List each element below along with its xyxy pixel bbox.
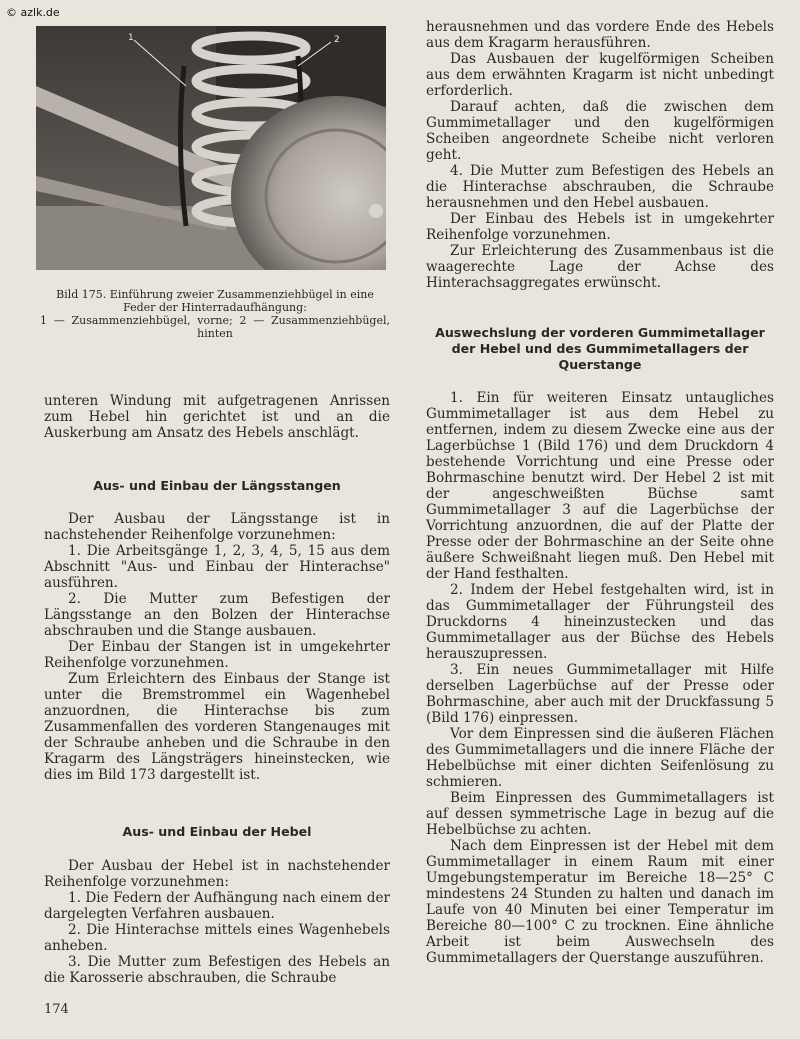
page-number: 174 bbox=[44, 1002, 69, 1017]
paragraph: 2. Indem der Hebel festgehalten wird, ist in das Gummimetallager der Führungsteil des Druckdorns 4 hineinzustecken und das Gummimetallager aus der Büchse des Hebels herauszupressen. bbox=[426, 582, 774, 662]
paragraph: 1. Die Federn der Aufhängung nach einem der dargelegten Verfahren ausbauen. bbox=[44, 890, 390, 922]
paragraph: Der Einbau des Hebels ist in umgekehrter Reihenfolge vorzunehmen. bbox=[426, 211, 774, 243]
paragraph: Der Ausbau der Längsstange ist in nachstehender Reihenfolge vorzunehmen: bbox=[44, 511, 390, 543]
caption-legend: 1 — Zusammenziehbügel, vorne; 2 — Zusammenziehbügel, hinten bbox=[40, 314, 390, 340]
paragraph: 4. Die Mutter zum Befestigen des Hebels an die Hinterachse abschrauben, die Schraube herausnehmen und den Hebel ausbauen. bbox=[426, 163, 774, 211]
paragraph: Vor dem Einpressen sind die äußeren Flächen des Gummimetallagers und die innere Fläche der Hebelbüchse mit einer dichten Seifenlösung zu schmieren. bbox=[426, 726, 774, 790]
section-heading-gummimetallager: Auswechslung der vorderen Gummimetallager der Hebel und des Gummimetallagers der Querstange bbox=[435, 325, 765, 372]
section-heading-laengsstangen: Aus- und Einbau der Längsstangen bbox=[93, 478, 341, 493]
paragraph: herausnehmen und das vordere Ende des Hebels aus dem Kragarm herausführen. bbox=[426, 19, 774, 51]
paragraph: Darauf achten, daß die zwischen dem Gummimetallager und den kugelförmigen Scheiben angeordnete Scheibe nicht verloren geht. bbox=[426, 99, 774, 163]
paragraph: Beim Einpressen des Gummimetallagers ist auf dessen symmetrische Lage in bezug auf die Hebelbüchse zu achten. bbox=[426, 790, 774, 838]
paragraph: Der Einbau der Stangen ist in umgekehrter Reihenfolge vorzunehmen. bbox=[44, 639, 390, 671]
paragraph: 2. Die Mutter zum Befestigen der Längsstange an den Bolzen der Hinterachse abschrauben und die Stange ausbauen. bbox=[44, 591, 390, 639]
section-body-hebel bbox=[44, 858, 390, 986]
paragraph: Zur Erleichterung des Zusammenbaus ist die waagerechte Lage der Achse des Hinterachsaggregates erwünscht. bbox=[426, 243, 774, 291]
paragraph: 3. Die Mutter zum Befestigen des Hebels an die Karosserie abschrauben, die Schraube bbox=[44, 954, 390, 986]
paragraph: Nach dem Einpressen ist der Hebel mit dem Gummimetallager in einem Raum mit einer Umgebungstemperatur im Bereiche 18—25° C mindestens 24 Stunden zu halten und danach im Laufe von 40 Minuten bei einer Temperatur im Bereiche 80—100° C zu trocknen. Eine ähnliche Arbeit ist beim Auswechseln des Gummimetallagers der Querstange auszuführen. bbox=[426, 838, 774, 966]
paragraph: Das Ausbauen der kugelförmigen Scheiben aus dem erwähnten Kragarm ist nicht unbedingt erforderlich. bbox=[426, 51, 774, 99]
section-body-laengsstangen bbox=[44, 511, 390, 783]
caption-title: Bild 175. Einführung zweier Zusammenziehbügel in eine Feder der Hinterradaufhängung: bbox=[56, 288, 374, 314]
callout-2: 2 bbox=[334, 35, 340, 45]
paragraph: 1. Die Arbeitsgänge 1, 2, 3, 4, 5, 15 aus dem Abschnitt "Aus- und Einbau der Hinterachse" ausführen. bbox=[44, 543, 390, 591]
figure-photo bbox=[36, 26, 386, 270]
paragraph: 1. Ein für weiteren Einsatz untaugliches Gummimetallager ist aus dem Hebel zu entfernen, indem zu diesem Zwecke eine aus der Lagerbüchse 1 (Bild 176) und dem Druckdorn 4 bestehende Vorrichtung und eine Presse oder Bohrmaschine benutzt wird. Der Hebel 2 ist mit der angeschweißten Büchse samt Gummimetallager 3 auf die Lagerbüchse der Vorrichtung anzuordnen, die auf der Platte der Presse oder der Bohrmaschine an der Seite ohne äußere Schweißnaht liegen muß. Den Hebel mit der Hand festhalten. bbox=[426, 390, 774, 582]
suspension-spring-photo bbox=[36, 26, 386, 270]
section-body-gummimetallager bbox=[426, 390, 774, 966]
callout-1: 1 bbox=[128, 33, 134, 43]
right-top-text bbox=[426, 19, 774, 291]
figure-caption bbox=[40, 288, 390, 340]
continued-paragraph: unteren Windung mit aufgetragenen Anrissen zum Hebel hin gerichtet ist und an die Auskerbung am Ansatz des Hebels anschlägt. bbox=[44, 393, 390, 441]
section-heading-hebel: Aus- und Einbau der Hebel bbox=[122, 824, 312, 839]
paragraph: Der Ausbau der Hebel ist in nachstehender Reihenfolge vorzunehmen: bbox=[44, 858, 390, 890]
watermark: © azlk.de bbox=[6, 6, 60, 19]
paragraph: Zum Erleichtern des Einbaus der Stange ist unter die Bremstrommel ein Wagenhebel anzuordnen, die Hinterachse bis zum Zusammenfallen des vorderen Stangenauges mit der Schraube anheben und die Schraube in den Kragarm des Längsträgers hineinstecken, wie dies im Bild 173 dargestellt ist. bbox=[44, 671, 390, 783]
paragraph: 2. Die Hinterachse mittels eines Wagenhebels anheben. bbox=[44, 922, 390, 954]
paragraph: 3. Ein neues Gummimetallager mit Hilfe derselben Lagerbüchse auf der Presse oder Bohrmaschine, aber auch mit der Druckfassung 5 (Bild 176) einpressen. bbox=[426, 662, 774, 726]
